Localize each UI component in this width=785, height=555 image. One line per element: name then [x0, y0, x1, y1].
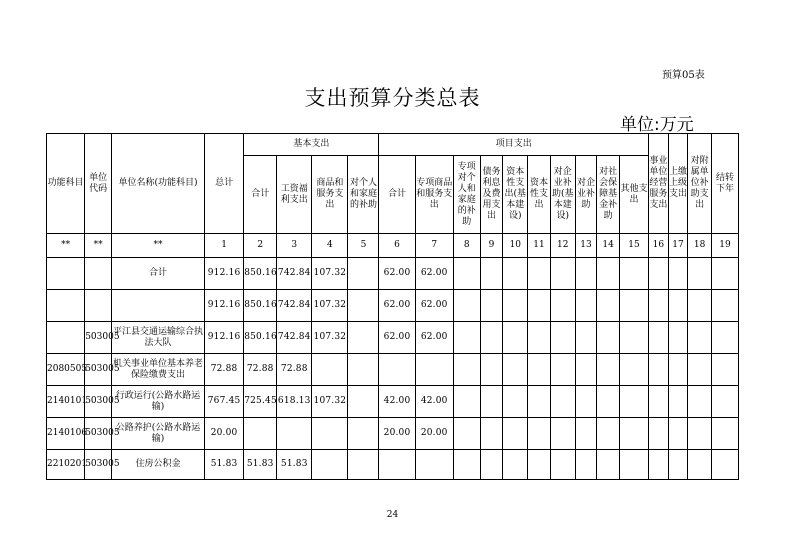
- page-number: 24: [386, 510, 399, 520]
- cell-social-fund: [597, 322, 620, 354]
- col-public-service: 事业单位经营服务支出: [649, 134, 669, 234]
- cell-social-fund: [597, 258, 620, 290]
- cell-code: [85, 258, 112, 290]
- cell-wages: 742.84: [277, 258, 312, 290]
- index-row: [47, 234, 739, 258]
- budget-table: [46, 133, 739, 480]
- cell-social-fund: [597, 386, 620, 418]
- cell-to-upper: [668, 258, 688, 290]
- cell-debt: [480, 418, 503, 450]
- cell-enterprise: [575, 258, 597, 290]
- cell-proj-personal: [453, 418, 480, 450]
- cell-basic-sum: 72.88: [244, 354, 277, 386]
- index-cell: 6: [379, 234, 415, 258]
- col-basic-sum: 合计: [244, 156, 277, 234]
- col-proj-personal: 专项对个人和家庭的补助: [453, 156, 480, 234]
- group-project: 项目支出: [379, 134, 649, 156]
- cell-capital: [528, 418, 551, 450]
- form-number: 预算05表: [662, 70, 705, 81]
- cell-public-service: [649, 354, 669, 386]
- cell-to-subordinate: [688, 258, 712, 290]
- cell-to-subordinate: [688, 322, 712, 354]
- cell-func: 2210201: [47, 450, 85, 480]
- cell-total: 912.16: [204, 322, 243, 354]
- cell-social-fund: [597, 354, 620, 386]
- cell-enterprise-build: [550, 418, 575, 450]
- cell-carryover: [711, 450, 738, 480]
- index-cell: 17: [668, 234, 688, 258]
- col-func-subject: 功能科目: [47, 134, 85, 234]
- col-to-upper: 上缴上级支出: [668, 134, 688, 234]
- cell-goods: [312, 450, 348, 480]
- cell-basic-sum: 850.16: [244, 258, 277, 290]
- cell-to-subordinate: [688, 450, 712, 480]
- group-basic: 基本支出: [244, 134, 379, 156]
- cell-public-service: [649, 258, 669, 290]
- cell-carryover: [711, 258, 738, 290]
- cell-enterprise: [575, 386, 597, 418]
- col-unit-code: 单位代码: [85, 134, 112, 234]
- index-cell: **: [85, 234, 112, 258]
- col-enterprise-build: 对企业补助(基本建设): [550, 156, 575, 234]
- cell-goods: [312, 354, 348, 386]
- cell-enterprise-build: [550, 322, 575, 354]
- index-cell: 1: [204, 234, 243, 258]
- cell-enterprise-build: [550, 258, 575, 290]
- cell-capital: [528, 386, 551, 418]
- cell-name: 合计: [112, 258, 205, 290]
- col-debt: 债务利息及费用支出: [480, 156, 503, 234]
- cell-enterprise: [575, 322, 597, 354]
- cell-debt: [480, 354, 503, 386]
- cell-enterprise-build: [550, 450, 575, 480]
- index-cell: 18: [688, 234, 712, 258]
- cell-proj-goods: 20.00: [415, 418, 453, 450]
- cell-total: 51.83: [204, 450, 243, 480]
- cell-total: 912.16: [204, 290, 243, 322]
- cell-to-upper: [668, 418, 688, 450]
- cell-proj-personal: [453, 386, 480, 418]
- cell-enterprise: [575, 290, 597, 322]
- cell-proj-goods: [415, 354, 453, 386]
- index-cell: 8: [453, 234, 480, 258]
- col-goods: 商品和服务支出: [312, 156, 348, 234]
- cell-code: 503005: [85, 354, 112, 386]
- col-capital-build: 资本性支出(基本建设): [503, 156, 528, 234]
- col-to-subordinate: 对附属单位补助支出: [688, 134, 712, 234]
- cell-debt: [480, 290, 503, 322]
- cell-basic-sum: [244, 418, 277, 450]
- index-cell: 9: [480, 234, 503, 258]
- col-capital: 资本性支出: [528, 156, 551, 234]
- unit-label: 单位:万元: [620, 115, 694, 135]
- index-cell: 12: [550, 234, 575, 258]
- cell-other: [619, 258, 648, 290]
- cell-other: [619, 322, 648, 354]
- cell-func: 2080505: [47, 354, 85, 386]
- cell-basic-sum: 850.16: [244, 290, 277, 322]
- cell-code: 503005: [85, 450, 112, 480]
- table-row: [47, 290, 739, 322]
- cell-proj-goods: [415, 450, 453, 480]
- cell-social-fund: [597, 290, 620, 322]
- cell-to-upper: [668, 290, 688, 322]
- cell-carryover: [711, 418, 738, 450]
- col-wages: 工资福利支出: [277, 156, 312, 234]
- cell-public-service: [649, 322, 669, 354]
- cell-name: 行政运行(公路水路运输): [112, 386, 205, 418]
- cell-wages: 618.13: [277, 386, 312, 418]
- cell-basic-sum: 51.83: [244, 450, 277, 480]
- cell-wages: 742.84: [277, 290, 312, 322]
- cell-other: [619, 386, 648, 418]
- cell-wages: 51.83: [277, 450, 312, 480]
- col-proj-goods: 专项商品和服务支出: [415, 156, 453, 234]
- table-row: [47, 418, 739, 450]
- cell-debt: [480, 386, 503, 418]
- cell-basic-sum: 850.16: [244, 322, 277, 354]
- col-personal: 对个人和家庭的补助: [348, 156, 379, 234]
- cell-social-fund: [597, 450, 620, 480]
- col-proj-sum: 合计: [379, 156, 415, 234]
- cell-proj-sum: 42.00: [379, 386, 415, 418]
- index-cell: 2: [244, 234, 277, 258]
- cell-other: [619, 418, 648, 450]
- cell-name: 公路养护(公路水路运输): [112, 418, 205, 450]
- index-cell: 11: [528, 234, 551, 258]
- cell-name: [112, 290, 205, 322]
- cell-enterprise: [575, 354, 597, 386]
- cell-wages: [277, 418, 312, 450]
- index-cell: 15: [619, 234, 648, 258]
- cell-func: [47, 290, 85, 322]
- cell-other: [619, 450, 648, 480]
- cell-proj-sum: 62.00: [379, 290, 415, 322]
- cell-wages: 72.88: [277, 354, 312, 386]
- cell-name: 平江县交通运输综合执法大队: [112, 322, 205, 354]
- cell-other: [619, 290, 648, 322]
- cell-name: 机关事业单位基本养老保险缴费支出: [112, 354, 205, 386]
- table-row: [47, 354, 739, 386]
- cell-to-upper: [668, 386, 688, 418]
- cell-debt: [480, 450, 503, 480]
- cell-capital-build: [503, 418, 528, 450]
- col-unit-name: 单位名称(功能科目): [112, 134, 205, 234]
- cell-to-subordinate: [688, 418, 712, 450]
- cell-enterprise-build: [550, 386, 575, 418]
- cell-code: 503005: [85, 386, 112, 418]
- cell-to-subordinate: [688, 290, 712, 322]
- cell-proj-goods: 62.00: [415, 258, 453, 290]
- table-row: [47, 450, 739, 480]
- index-cell: 16: [649, 234, 669, 258]
- cell-func: [47, 322, 85, 354]
- cell-goods: [312, 418, 348, 450]
- cell-capital: [528, 322, 551, 354]
- cell-total: 72.88: [204, 354, 243, 386]
- cell-capital-build: [503, 450, 528, 480]
- cell-proj-personal: [453, 450, 480, 480]
- cell-enterprise: [575, 450, 597, 480]
- index-cell: 3: [277, 234, 312, 258]
- index-cell: 10: [503, 234, 528, 258]
- cell-capital-build: [503, 290, 528, 322]
- cell-proj-personal: [453, 322, 480, 354]
- header-row-1: [47, 134, 739, 156]
- cell-total: 767.45: [204, 386, 243, 418]
- cell-carryover: [711, 322, 738, 354]
- cell-proj-goods: 62.00: [415, 322, 453, 354]
- cell-capital-build: [503, 354, 528, 386]
- cell-capital-build: [503, 258, 528, 290]
- cell-public-service: [649, 418, 669, 450]
- cell-public-service: [649, 386, 669, 418]
- index-cell: 14: [597, 234, 620, 258]
- index-cell: **: [47, 234, 85, 258]
- cell-code: [85, 290, 112, 322]
- cell-func: [47, 258, 85, 290]
- cell-enterprise-build: [550, 354, 575, 386]
- index-cell: 7: [415, 234, 453, 258]
- index-cell: **: [112, 234, 205, 258]
- cell-debt: [480, 258, 503, 290]
- cell-capital-build: [503, 386, 528, 418]
- cell-capital: [528, 290, 551, 322]
- cell-personal: [348, 290, 379, 322]
- cell-total: 20.00: [204, 418, 243, 450]
- cell-proj-goods: 62.00: [415, 290, 453, 322]
- cell-capital-build: [503, 322, 528, 354]
- cell-to-upper: [668, 354, 688, 386]
- cell-other: [619, 354, 648, 386]
- cell-code: 503005: [85, 418, 112, 450]
- cell-carryover: [711, 386, 738, 418]
- table-row: [47, 322, 739, 354]
- cell-proj-personal: [453, 354, 480, 386]
- cell-proj-sum: [379, 450, 415, 480]
- cell-personal: [348, 354, 379, 386]
- cell-debt: [480, 322, 503, 354]
- cell-to-subordinate: [688, 386, 712, 418]
- cell-goods: 107.32: [312, 290, 348, 322]
- index-cell: 13: [575, 234, 597, 258]
- cell-goods: 107.32: [312, 258, 348, 290]
- cell-to-upper: [668, 450, 688, 480]
- cell-func: 2140101: [47, 386, 85, 418]
- cell-capital: [528, 258, 551, 290]
- cell-total: 912.16: [204, 258, 243, 290]
- cell-proj-sum: 62.00: [379, 322, 415, 354]
- cell-to-upper: [668, 322, 688, 354]
- index-cell: 4: [312, 234, 348, 258]
- table-row: [47, 258, 739, 290]
- cell-proj-personal: [453, 258, 480, 290]
- cell-social-fund: [597, 418, 620, 450]
- col-enterprise: 对企业补助: [575, 156, 597, 234]
- cell-proj-sum: 62.00: [379, 258, 415, 290]
- index-cell: 5: [348, 234, 379, 258]
- cell-carryover: [711, 354, 738, 386]
- cell-wages: 742.84: [277, 322, 312, 354]
- cell-capital: [528, 450, 551, 480]
- cell-goods: 107.32: [312, 322, 348, 354]
- cell-personal: [348, 418, 379, 450]
- cell-goods: 107.32: [312, 386, 348, 418]
- cell-basic-sum: 725.45: [244, 386, 277, 418]
- index-cell: 19: [711, 234, 738, 258]
- cell-capital: [528, 354, 551, 386]
- table-row: [47, 386, 739, 418]
- cell-proj-personal: [453, 290, 480, 322]
- cell-proj-goods: 42.00: [415, 386, 453, 418]
- cell-carryover: [711, 290, 738, 322]
- col-social-fund: 对社会保障基金补助: [597, 156, 620, 234]
- cell-public-service: [649, 290, 669, 322]
- col-carryover: 结转下年: [711, 134, 738, 234]
- page-title: 支出预算分类总表: [304, 86, 481, 110]
- cell-personal: [348, 322, 379, 354]
- cell-proj-sum: [379, 354, 415, 386]
- cell-func: 2140106: [47, 418, 85, 450]
- cell-code: 503005: [85, 322, 112, 354]
- cell-proj-sum: 20.00: [379, 418, 415, 450]
- col-other: 其他支出: [619, 156, 648, 234]
- cell-enterprise-build: [550, 290, 575, 322]
- cell-personal: [348, 450, 379, 480]
- cell-name: 住房公积金: [112, 450, 205, 480]
- cell-enterprise: [575, 418, 597, 450]
- cell-public-service: [649, 450, 669, 480]
- cell-personal: [348, 386, 379, 418]
- col-total: 总计: [204, 134, 243, 234]
- cell-to-subordinate: [688, 354, 712, 386]
- cell-personal: [348, 258, 379, 290]
